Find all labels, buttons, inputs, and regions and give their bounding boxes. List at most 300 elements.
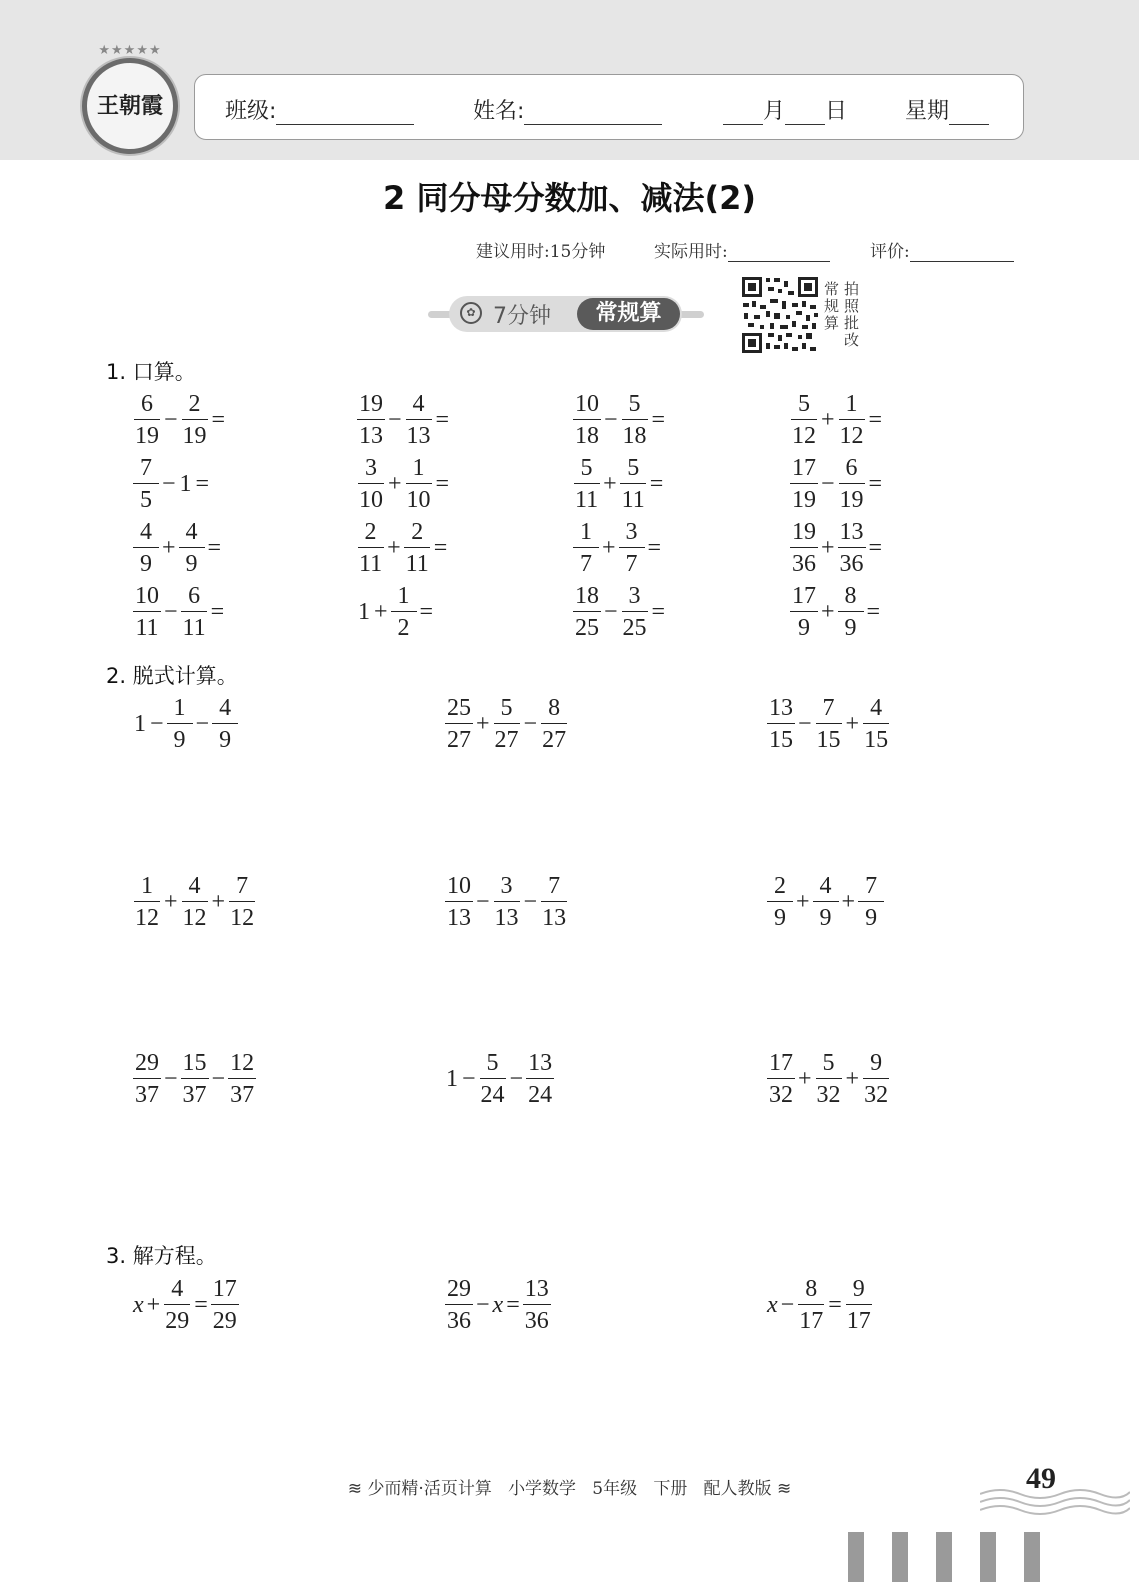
oral-problem [572,518,663,578]
math-symbol: = [433,534,448,561]
numerator: 19 [357,392,385,420]
numerator: 1 [406,456,432,484]
evaluation-field[interactable] [870,237,1014,262]
numerator: 3 [358,456,384,484]
day-label: 日 [825,99,848,124]
denominator: 2 [397,615,410,641]
tab-mark [1024,1532,1040,1582]
denominator: 18 [622,423,647,449]
weekday-label: 星期 [905,99,950,124]
math-symbol: = [866,598,881,625]
numerator: 10 [133,584,161,612]
numerator: 7 [858,874,884,902]
denominator: 27 [447,727,471,753]
footer-info [0,1474,1139,1499]
logo-stars: ★★★★★ [98,43,162,58]
fraction [540,696,568,752]
numerator: 8 [541,696,567,724]
math-symbol: = [195,470,210,497]
class-label: 班级: [225,99,277,124]
numerator: 4 [863,696,889,724]
math-symbol: = [649,470,664,497]
denominator: 5 [140,487,152,513]
badge-time: 7分钟 [493,304,551,329]
numerator: 29 [445,1277,473,1305]
weekday-field[interactable] [905,94,989,125]
numerator: 13 [526,1051,554,1079]
numerator: 6 [181,584,207,612]
numerator: 4 [406,392,432,420]
oral-problem [356,518,449,578]
fraction [573,456,600,512]
fraction [573,584,601,640]
numerator: 13 [767,696,795,724]
fraction [133,392,161,448]
stepwise-problem [132,872,257,932]
denominator: 37 [135,1082,159,1108]
logo-text: 王朝霞 [96,93,163,119]
numerator: 7 [816,696,842,724]
numerator: 2 [404,520,430,548]
numerator: 2 [182,392,208,420]
denominator: 36 [792,551,816,577]
denominator: 37 [230,1082,255,1108]
timer-badge [449,296,682,332]
denominator: 15 [816,727,841,753]
fraction [445,696,473,752]
math-symbol: = [651,598,666,625]
numerator: 2 [358,520,384,548]
fraction [523,1277,551,1333]
fraction [181,1051,209,1107]
fraction [357,520,384,576]
fraction [838,456,866,512]
math-symbol: − [164,406,178,433]
badge-tag: 常规算 [577,298,680,330]
numerator: 17 [790,456,818,484]
fraction [526,1051,554,1107]
numerator: 6 [839,456,865,484]
denominator: 9 [865,905,878,931]
numerator: 12 [228,1051,256,1079]
numerator: 13 [523,1277,551,1305]
denominator: 9 [844,615,857,641]
numerator: 1 [134,874,160,902]
math-symbol: + [146,1291,161,1318]
math-symbol: + [602,534,616,561]
numerator: 19 [790,520,818,548]
math-symbol: + [796,888,810,915]
denominator: 25 [575,615,599,641]
denominator: 13 [406,423,431,449]
denominator: 36 [839,551,864,577]
math-symbol: + [821,534,835,561]
denominator: 19 [839,487,864,513]
fraction [404,520,431,576]
page-number: 49 [1026,1462,1056,1495]
section-oral-title: 1. 口算。 [106,360,196,384]
oral-problem [789,582,882,642]
fraction [540,874,568,930]
denominator: 13 [359,423,383,449]
denominator: 15 [769,727,793,753]
fraction [573,520,599,576]
denominator: 9 [798,615,810,641]
fraction [621,584,649,640]
math-symbol: + [374,598,388,625]
math-symbol: = [211,406,226,433]
suggested-time: 建议用时:15分钟 [476,242,606,262]
denominator: 32 [816,1082,841,1108]
numerator: 5 [574,456,600,484]
stepwise-problem [444,1049,555,1109]
numerator: 2 [767,874,793,902]
denominator: 13 [542,905,567,931]
fraction [133,1051,161,1107]
math-symbol: − [164,598,178,625]
fraction [445,1277,473,1333]
fraction [815,1051,843,1107]
stepwise-problem [444,694,569,754]
math-symbol: − [780,1291,795,1318]
actual-time-field[interactable] [654,237,830,262]
math-symbol: + [821,406,835,433]
fraction [211,1277,239,1333]
fraction [181,392,209,448]
math-symbol: + [603,470,617,497]
denominator: 9 [173,727,186,753]
fraction [790,520,818,576]
oral-problem [132,582,226,642]
math-symbol: = [419,598,434,625]
numerator: 6 [134,392,160,420]
math-symbol: − [211,1065,226,1092]
math-symbol: = [207,534,222,561]
math-symbol: = [868,470,883,497]
math-symbol: + [162,534,176,561]
fraction [133,456,159,512]
denominator: 27 [542,727,567,753]
math-symbol: 1 [179,470,192,497]
fraction [167,696,193,752]
fraction [445,874,473,930]
fraction [228,1051,256,1107]
math-symbol: = [868,406,883,433]
math-symbol: − [509,1065,524,1092]
math-symbol: = [828,1291,842,1318]
numerator: 17 [790,584,818,612]
tab-mark [848,1532,864,1582]
fraction [838,520,866,576]
oral-problem [356,390,451,450]
numerator: 10 [573,392,601,420]
section-stepwise-title: 2. 脱式计算。 [106,664,238,688]
math-symbol: + [798,1065,812,1092]
numerator: 4 [813,874,839,902]
denominator: 24 [528,1082,553,1108]
denominator: 29 [212,1308,237,1334]
denominator: 11 [621,487,645,513]
fraction [133,520,159,576]
tab-mark [892,1532,908,1582]
footer-grade: 5年级 [592,1479,638,1499]
stepwise-problem [132,1049,257,1109]
stepwise-problem [132,694,239,754]
fraction [133,584,161,640]
oral-problem [132,518,223,578]
fraction [815,696,843,752]
denominator: 32 [864,1082,889,1108]
math-symbol: − [476,888,490,915]
denominator: 10 [359,487,383,513]
denominator: 7 [580,551,592,577]
denominator: 11 [359,551,383,577]
fraction [790,456,818,512]
fraction [862,1051,890,1107]
denominator: 18 [575,423,599,449]
denominator: 9 [819,905,832,931]
math-symbol: + [476,710,490,737]
math-symbol: 1 [134,710,146,737]
fraction [620,456,647,512]
math-symbol: + [387,534,401,561]
numerator: 7 [229,874,255,902]
math-symbol: 1 [358,598,370,625]
denominator: 17 [799,1308,824,1334]
numerator: 3 [494,874,520,902]
fraction [212,696,238,752]
numerator: 8 [838,584,864,612]
math-symbol: − [523,888,538,915]
denominator: 25 [622,615,647,641]
qr-code-icon[interactable] [740,275,820,355]
numerator: 13 [838,520,866,548]
footer-subject: 小学数学 [508,1479,577,1499]
class-field[interactable] [225,94,414,125]
numerator: 5 [622,392,648,420]
denominator: 10 [406,487,431,513]
numerator: 5 [791,392,817,420]
name-field[interactable] [473,94,662,125]
denominator: 13 [447,905,471,931]
numerator: 1 [391,584,417,612]
denominator: 11 [405,551,429,577]
numerator: 1 [167,696,193,724]
math-symbol: − [195,710,210,737]
date-field[interactable] [723,94,847,125]
numerator: 5 [494,696,520,724]
oral-problem [572,390,667,450]
numerator: 5 [480,1051,506,1079]
tab-mark [936,1532,952,1582]
fraction [493,874,521,930]
stepwise-problem [766,872,885,932]
fraction [493,696,521,752]
math-symbol: + [841,888,856,915]
numerator: 5 [620,456,646,484]
fraction [133,874,161,930]
oral-problem [132,390,227,450]
math-symbol: + [845,1065,860,1092]
numerator: 4 [179,520,205,548]
numerator: 1 [573,520,599,548]
numerator: 17 [211,1277,239,1305]
medal-icon: ✿ [460,302,482,324]
tab-mark [980,1532,996,1582]
numerator: 9 [863,1051,889,1079]
publisher-logo [82,43,178,154]
fraction [845,1277,873,1333]
fraction [391,584,417,640]
denominator: 19 [182,423,207,449]
denominator: 37 [182,1082,207,1108]
numerator: 17 [767,1051,795,1079]
math-symbol: − [476,1291,490,1318]
denominator: 36 [447,1308,471,1334]
math-symbol: + [164,888,178,915]
footer-left-wave-icon: ≋ [347,1479,363,1499]
denominator: 11 [575,487,599,513]
numerator: 9 [846,1277,872,1305]
math-symbol: − [523,710,538,737]
actual-time-label: 实际用时: [654,242,728,262]
denominator: 11 [135,615,159,641]
math-symbol: − [150,710,164,737]
section-equation-title: 3. 解方程。 [106,1244,217,1268]
footer-volume: 下册 [653,1479,688,1499]
fraction [767,874,793,930]
fraction [790,392,818,448]
evaluation-label: 评价: [870,242,910,262]
numerator: 7 [133,456,159,484]
denominator: 19 [792,487,816,513]
numerator: 25 [445,696,473,724]
stepwise-problem [766,1049,891,1109]
footer-right-wave-icon: ≋ [776,1479,792,1499]
numerator: 7 [541,874,567,902]
denominator: 36 [524,1308,549,1334]
denominator: 32 [769,1082,793,1108]
fraction [405,456,433,512]
math-symbol: = [435,406,450,433]
denominator: 12 [182,905,207,931]
stepwise-problem [766,694,891,754]
fraction [405,392,433,448]
numerator: 15 [181,1051,209,1079]
math-symbol: − [604,598,618,625]
denominator: 11 [182,615,206,641]
variable-x: x [767,1291,778,1318]
denominator: 27 [494,727,519,753]
numerator: 1 [839,392,865,420]
math-symbol: + [845,710,860,737]
math-symbol: − [388,406,402,433]
numerator: 8 [798,1277,824,1305]
numerator: 18 [573,584,601,612]
math-symbol: + [211,888,226,915]
math-symbol: + [821,598,835,625]
math-symbol: 1 [446,1065,458,1092]
denominator: 9 [140,551,152,577]
fraction [573,392,601,448]
denominator: 24 [480,1082,505,1108]
denominator: 12 [839,423,864,449]
math-symbol: − [604,406,618,433]
numerator: 4 [182,874,208,902]
oral-problem [789,518,884,578]
fraction [838,584,864,640]
equation-problem [766,1275,874,1335]
name-label: 姓名: [473,99,525,124]
oral-problem [789,454,884,514]
denominator: 9 [219,727,232,753]
fraction [797,1277,825,1333]
denominator: 17 [846,1308,871,1334]
footer-edition: 配人教版 [703,1479,772,1499]
denominator: 9 [185,551,198,577]
stepwise-problem [444,872,569,932]
numerator: 4 [164,1277,190,1305]
denominator: 9 [774,905,786,931]
oral-problem [132,454,211,514]
numerator: 5 [816,1051,842,1079]
oral-problem [789,390,884,450]
fraction [767,696,795,752]
student-info-box [194,74,1024,140]
math-symbol: = [435,470,450,497]
fraction [813,874,839,930]
math-symbol: − [821,470,835,497]
math-symbol: = [647,534,662,561]
denominator: 12 [230,905,255,931]
fraction [767,1051,795,1107]
math-symbol: = [210,598,225,625]
denominator: 29 [165,1308,190,1334]
numerator: 29 [133,1051,161,1079]
fraction [621,392,649,448]
equation-problem [444,1275,552,1335]
denominator: 12 [792,423,816,449]
variable-x: x [492,1291,504,1318]
math-symbol: = [194,1291,208,1318]
math-symbol: − [798,710,812,737]
tab-marks [848,1532,1048,1582]
math-symbol: = [868,534,883,561]
math-symbol: − [162,470,176,497]
fraction [357,392,385,448]
fraction [858,874,884,930]
math-symbol: + [388,470,402,497]
fraction [163,1277,191,1333]
fraction [181,584,208,640]
fraction [179,520,205,576]
math-symbol: = [506,1291,520,1318]
numerator: 4 [133,520,159,548]
fraction [838,392,866,448]
equation-problem [132,1275,240,1335]
denominator: 15 [864,727,889,753]
page-title: 2 同分母分数加、减法(2) [383,179,756,217]
fraction [479,1051,507,1107]
denominator: 7 [625,551,638,577]
math-symbol: = [651,406,666,433]
month-label: 月 [763,99,786,124]
numerator: 3 [619,520,645,548]
fraction [619,520,645,576]
oral-problem [356,582,435,642]
oral-problem [356,454,451,514]
oral-problem [572,454,665,514]
